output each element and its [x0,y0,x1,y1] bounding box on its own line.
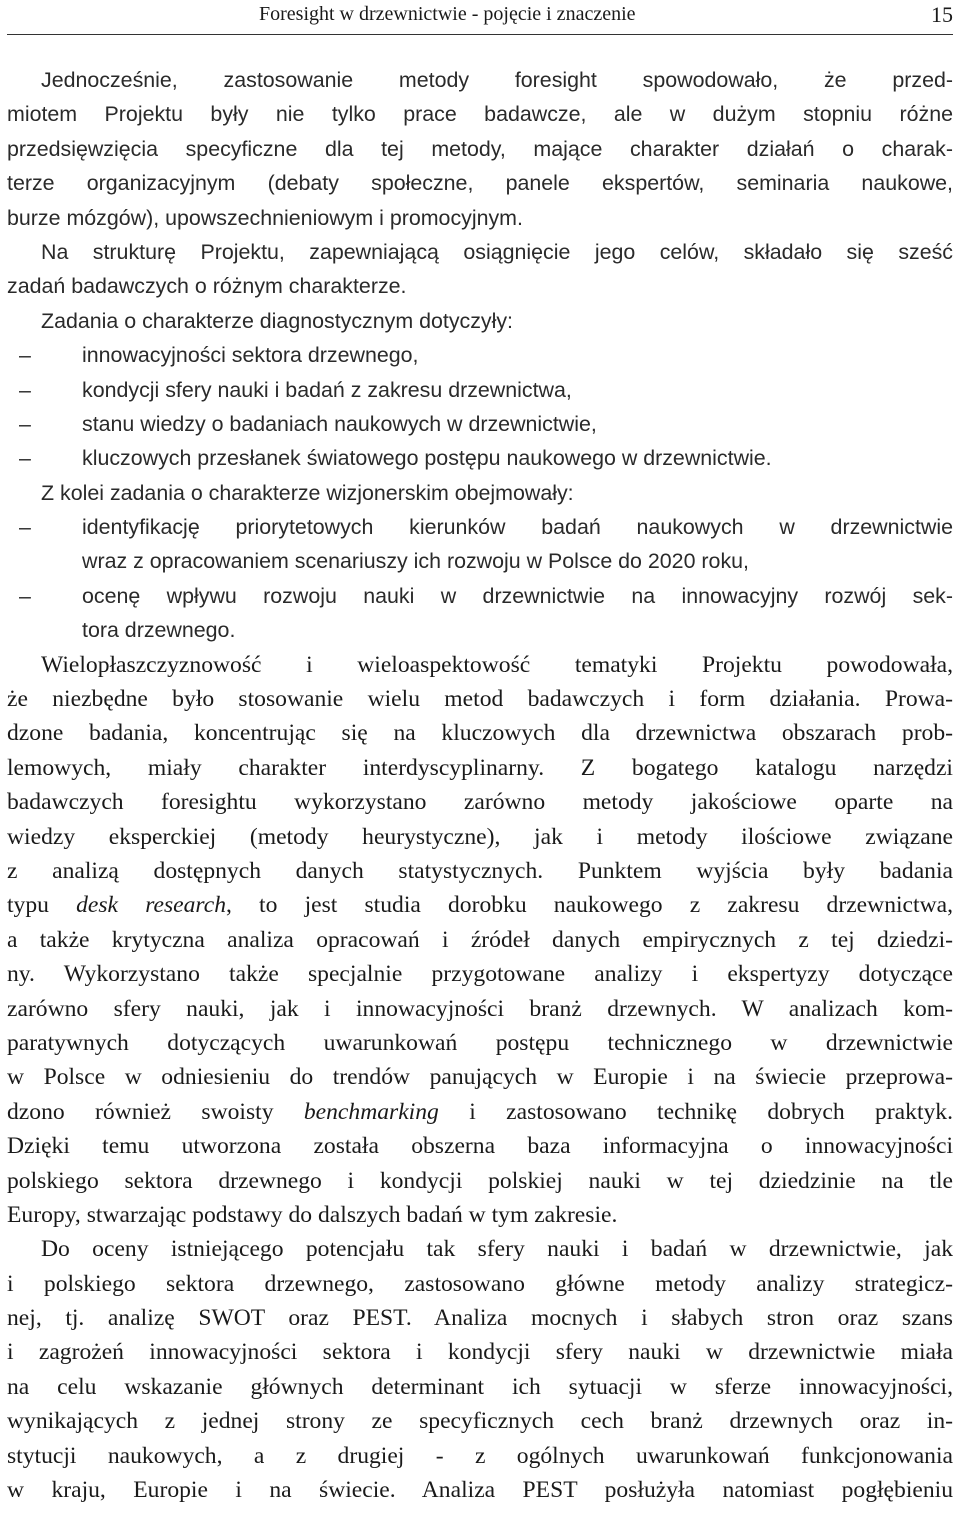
list-intro: Z kolei zadania o charakterze wizjonerskim obejmowały: [41,480,574,505]
dash-bullet: – [19,515,31,540]
text-line [7,888,953,922]
text-line: w kraju, Europie i na świecie. Analiza PEST posłużyła natomiast pogłębieniu [7,1477,953,1504]
sans-section [7,63,953,648]
text-line: miotem Projektu były nie tylko prace badawcze, ale w dużym stopniu różne [7,102,953,127]
serif-section [7,648,953,1508]
list-item [7,441,953,475]
text-line: Wielopłaszczyznowość i wieloaspektowość tematyki Projektu powodowała, [41,651,953,678]
text-line: w Polsce w odniesieniu do trendów panujących w Europie i na świecie przeprowa- [7,1064,953,1091]
list-item-text: kluczowych przesłanek światowego postępu naukowego w drzewnictwie. [82,446,772,471]
list-item-text: stanu wiedzy o badaniach naukowych w drzewnictwie, [82,411,597,436]
list-item [7,338,953,372]
text-line: Do oceny istniejącego potencjału tak sfery nauki i badań w drzewnictwie, jak [41,1236,953,1263]
paragraph-5 [7,648,953,1233]
text-line: a także krytyczna analiza opracowań i źródeł danych empirycznych z tej dziedzi- [7,926,953,953]
text-line: terze organizacyjnym (debaty społeczne, panele ekspertów, seminaria naukowe, [7,171,953,196]
text-line: Europy, stwarzając podstawy do dalszych badań w tym zakresie. [7,1201,618,1228]
list-item-text: wraz z opracowaniem scenariuszy ich rozwoju w Polsce do 2020 roku, [82,549,749,574]
text-line: zarówno sfery nauki, jak i innowacyjności branż drzewnych. W analizach kom- [7,995,953,1022]
paragraph-1 [7,63,953,235]
list-item-text: tora drzewnego. [82,618,236,643]
running-header [7,0,953,35]
text-run: dzono również swoisty [7,1098,304,1125]
list-intro: Zadania o charakterze diagnostycznym dotyczyły: [41,308,514,333]
dash-bullet: – [19,411,31,436]
text-line: na celu wskazanie głównych determinant ich sytuacji w sferze innowacyjności, [7,1373,953,1400]
paragraph-6 [7,1232,953,1507]
paragraph-4-visionary [7,476,953,648]
text-run: i zastosowano technikę dobrych praktyk. [438,1098,953,1125]
italic-term: benchmarking [303,1098,439,1125]
text-line: nej, tj. analizę SWOT oraz PEST. Analiza mocnych i słabych stron oraz szans [7,1305,953,1332]
text-line: i polskiego sektora drzewnego, zastosowano główne metody analizy strategicz- [7,1270,953,1297]
text-line: Na strukturę Projektu, zapewniającą osiągnięcie jego celów, składało się sześć [41,239,953,264]
paragraph-2 [7,235,953,304]
list-item-continuation [7,544,953,578]
list-item-text: ocenę wpływu rozwoju nauki w drzewnictwie na innowacyjny rozwój sek- [82,583,953,608]
dash-bullet: – [19,343,31,368]
text-line: że niezbędne było stosowanie wielu metod badawczych i form działania. Prowa- [7,686,953,713]
text-line: burze mózgów), upowszechnieniowym i promocyjnym. [7,205,523,230]
list-item [7,510,953,544]
dash-bullet: – [19,377,31,402]
text-line: zadań badawczych o różnym charakterze. [7,274,407,299]
text-run: , to jest studia dorobku naukowego z zakresu drzewnictwa, [226,892,953,919]
paragraph-3-diagnostic [7,304,953,476]
text-line: stytucji naukowych, a z drugiej - z ogólnych uwarunkowań funkcjonowania [7,1442,953,1469]
text-line: lemowych, miały charakter interdyscyplinarny. Z bogatego katalogu narzędzi [7,754,953,781]
list-item [7,373,953,407]
dash-bullet: – [19,446,31,471]
list-item-continuation [7,613,953,647]
text-line: paratywnych dotyczących uwarunkowań postępu technicznego w drzewnictwie [7,1029,953,1056]
running-title: Foresight w drzewnictwie - pojęcie i znaczenie [259,3,636,25]
list-item-text: innowacyjności sektora drzewnego, [82,343,419,368]
text-line: i zagrożeń innowacyjności sektora i kondycji sfery nauki w drzewnictwie miała [7,1339,953,1366]
text-run: typu [7,892,77,919]
text-line: wiedzy eksperckiej (metody heurystyczne), jak i metody ilościowe związane [7,823,953,850]
body-text [7,63,953,1507]
text-line: dzone badania, koncentrując się na kluczowych dla drzewnictwa obszarach prob- [7,720,953,747]
list-item-text: kondycji sfery nauki i badań z zakresu drzewnictwa, [82,377,572,402]
list-item-text: identyfikację priorytetowych kierunków badań naukowych w drzewnictwie [82,515,953,540]
list-item [7,407,953,441]
text-line: ny. Wykorzystano także specjalnie przygotowane analizy i ekspertyzy dotyczące [7,961,953,988]
page-number: 15 [931,2,953,27]
text-line: przedsięwzięcia specyficzne dla tej metody, mające charakter działań o charak- [7,136,953,161]
text-line: Jednocześnie, zastosowanie metody foresight spowodowało, że przed- [41,68,953,92]
text-line: z analizą dostępnych danych statystycznych. Punktem wyjścia były badania [7,857,953,884]
text-line: polskiego sektora drzewnego i kondycji polskiej nauki w tej dziedzinie na tle [7,1167,953,1194]
italic-term: desk research [76,892,226,919]
list-item [7,579,953,613]
text-line: badawczych foresightu wykorzystano zarówno metody jakościowe oparte na [7,789,953,816]
dash-bullet: – [19,583,31,608]
text-line: wynikających z jednej strony ze specyficznych cech branż drzewnych oraz in- [7,1408,953,1435]
text-line [7,1095,953,1129]
text-line: Dzięki temu utworzona została obszerna baza informacyjna o innowacyjności [7,1133,953,1160]
